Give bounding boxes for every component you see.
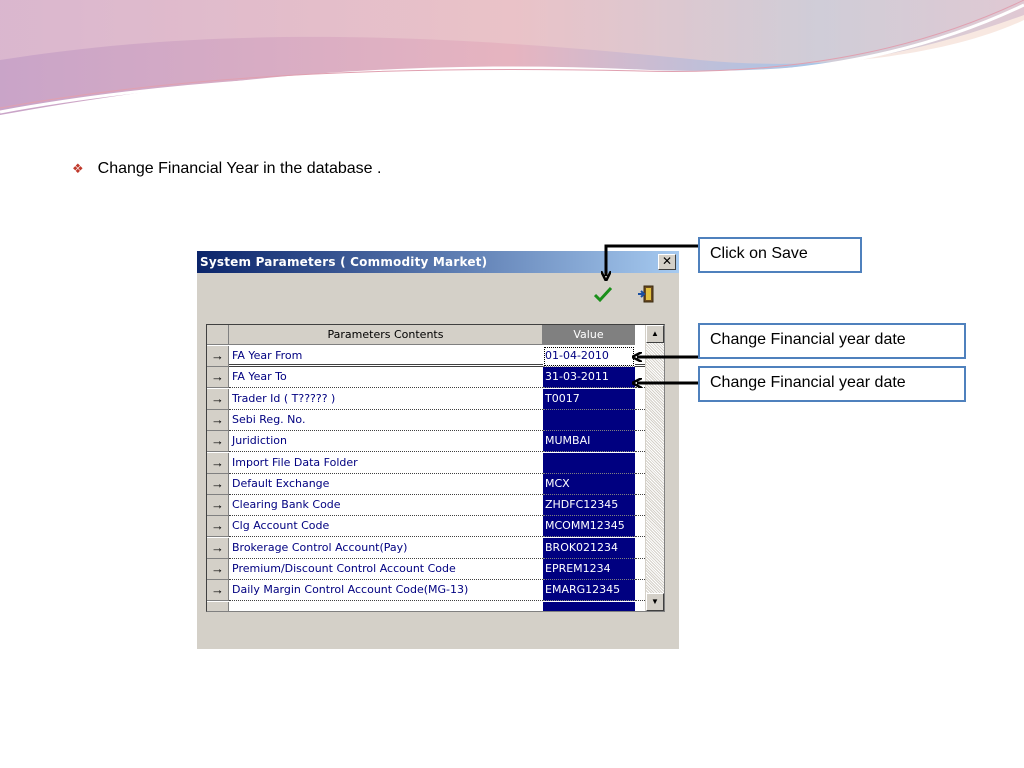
row-pointer-icon: → (207, 559, 229, 580)
row-pointer-icon: → (207, 538, 229, 559)
parameter-value[interactable] (543, 453, 635, 474)
parameter-name (229, 602, 543, 612)
parameter-value[interactable]: EMARG12345 (543, 580, 635, 601)
row-filler (635, 602, 645, 612)
parameter-value[interactable]: T0017 (543, 389, 635, 410)
parameter-name: Sebi Reg. No. (229, 410, 543, 431)
parameter-name: Import File Data Folder (229, 453, 543, 474)
row-filler (635, 367, 645, 388)
row-filler (635, 346, 645, 367)
row-pointer-icon (207, 602, 229, 612)
table-row[interactable] (207, 538, 645, 559)
scroll-down-button[interactable]: ▼ (646, 593, 664, 611)
row-pointer-icon: → (207, 580, 229, 601)
row-pointer-icon: → (207, 346, 229, 367)
callout-fa-year-to: Change Financial year date (698, 366, 966, 402)
row-filler (635, 495, 645, 516)
parameter-value[interactable]: 01-04-2010 (543, 346, 635, 367)
parameter-name: Brokerage Control Account(Pay) (229, 538, 543, 559)
table-row[interactable] (207, 410, 645, 431)
table-row[interactable] (207, 431, 645, 452)
parameter-name: FA Year From (229, 346, 543, 367)
column-header-value[interactable]: Value (543, 325, 635, 345)
table-row[interactable] (207, 516, 645, 537)
row-pointer-icon: → (207, 474, 229, 495)
callout-click-save: Click on Save (698, 237, 862, 273)
parameter-value[interactable]: 31-03-2011 (543, 367, 635, 388)
callout-fa-year-from: Change Financial year date (698, 323, 966, 359)
table-row[interactable] (207, 367, 645, 388)
save-checkmark-icon[interactable] (594, 285, 612, 303)
row-filler (635, 389, 645, 410)
table-row[interactable] (207, 559, 645, 580)
parameter-value[interactable]: MCX (543, 474, 635, 495)
system-parameters-window (197, 251, 679, 649)
row-filler (635, 431, 645, 452)
parameter-value[interactable]: MUMBAI (543, 431, 635, 452)
row-filler (635, 453, 645, 474)
exit-door-icon[interactable] (637, 285, 655, 303)
row-filler (635, 580, 645, 601)
row-filler (635, 559, 645, 580)
table-row[interactable] (207, 389, 645, 410)
diamond-bullet-icon: ❖ (72, 161, 84, 176)
table-row[interactable] (207, 602, 645, 612)
parameter-value[interactable]: ZHDFC12345 (543, 495, 635, 516)
row-pointer-icon: → (207, 516, 229, 537)
parameter-name: Clg Account Code (229, 516, 543, 537)
parameter-name: FA Year To (229, 367, 543, 388)
parameter-value[interactable]: BROK021234 (543, 538, 635, 559)
parameter-value[interactable] (543, 410, 635, 431)
row-pointer-icon: → (207, 495, 229, 516)
row-pointer-icon: → (207, 453, 229, 474)
table-row[interactable] (207, 495, 645, 516)
title-bar (197, 251, 679, 273)
vertical-scrollbar[interactable] (645, 325, 664, 611)
parameter-name: Trader Id ( T????? ) (229, 389, 543, 410)
row-filler (635, 474, 645, 495)
row-filler (635, 516, 645, 537)
parameter-value[interactable]: MCOMM12345 (543, 516, 635, 537)
parameter-name: Premium/Discount Control Account Code (229, 559, 543, 580)
slide-bullet (72, 160, 381, 178)
table-row[interactable] (207, 474, 645, 495)
close-button[interactable]: ✕ (658, 254, 676, 270)
column-header-parameters[interactable]: Parameters Contents (229, 325, 543, 345)
parameters-grid (206, 324, 665, 612)
table-row[interactable] (207, 580, 645, 601)
table-row[interactable] (207, 346, 645, 367)
parameter-name: Daily Margin Control Account Code(MG-13) (229, 580, 543, 601)
parameter-value[interactable] (543, 602, 635, 612)
window-title: System Parameters ( Commodity Market) (200, 255, 488, 269)
row-pointer-icon: → (207, 367, 229, 388)
row-pointer-icon: → (207, 410, 229, 431)
row-pointer-icon: → (207, 431, 229, 452)
decorative-banner (0, 0, 1024, 130)
bullet-text: Change Financial Year in the database . (97, 160, 382, 177)
row-selector-header (207, 325, 229, 345)
table-row[interactable] (207, 453, 645, 474)
row-filler (635, 410, 645, 431)
parameter-name: Juridiction (229, 431, 543, 452)
parameter-value[interactable]: EPREM1234 (543, 559, 635, 580)
scroll-up-button[interactable]: ▲ (646, 325, 664, 343)
row-filler (635, 538, 645, 559)
row-pointer-icon: → (207, 389, 229, 410)
parameter-name: Clearing Bank Code (229, 495, 543, 516)
parameter-name: Default Exchange (229, 474, 543, 495)
